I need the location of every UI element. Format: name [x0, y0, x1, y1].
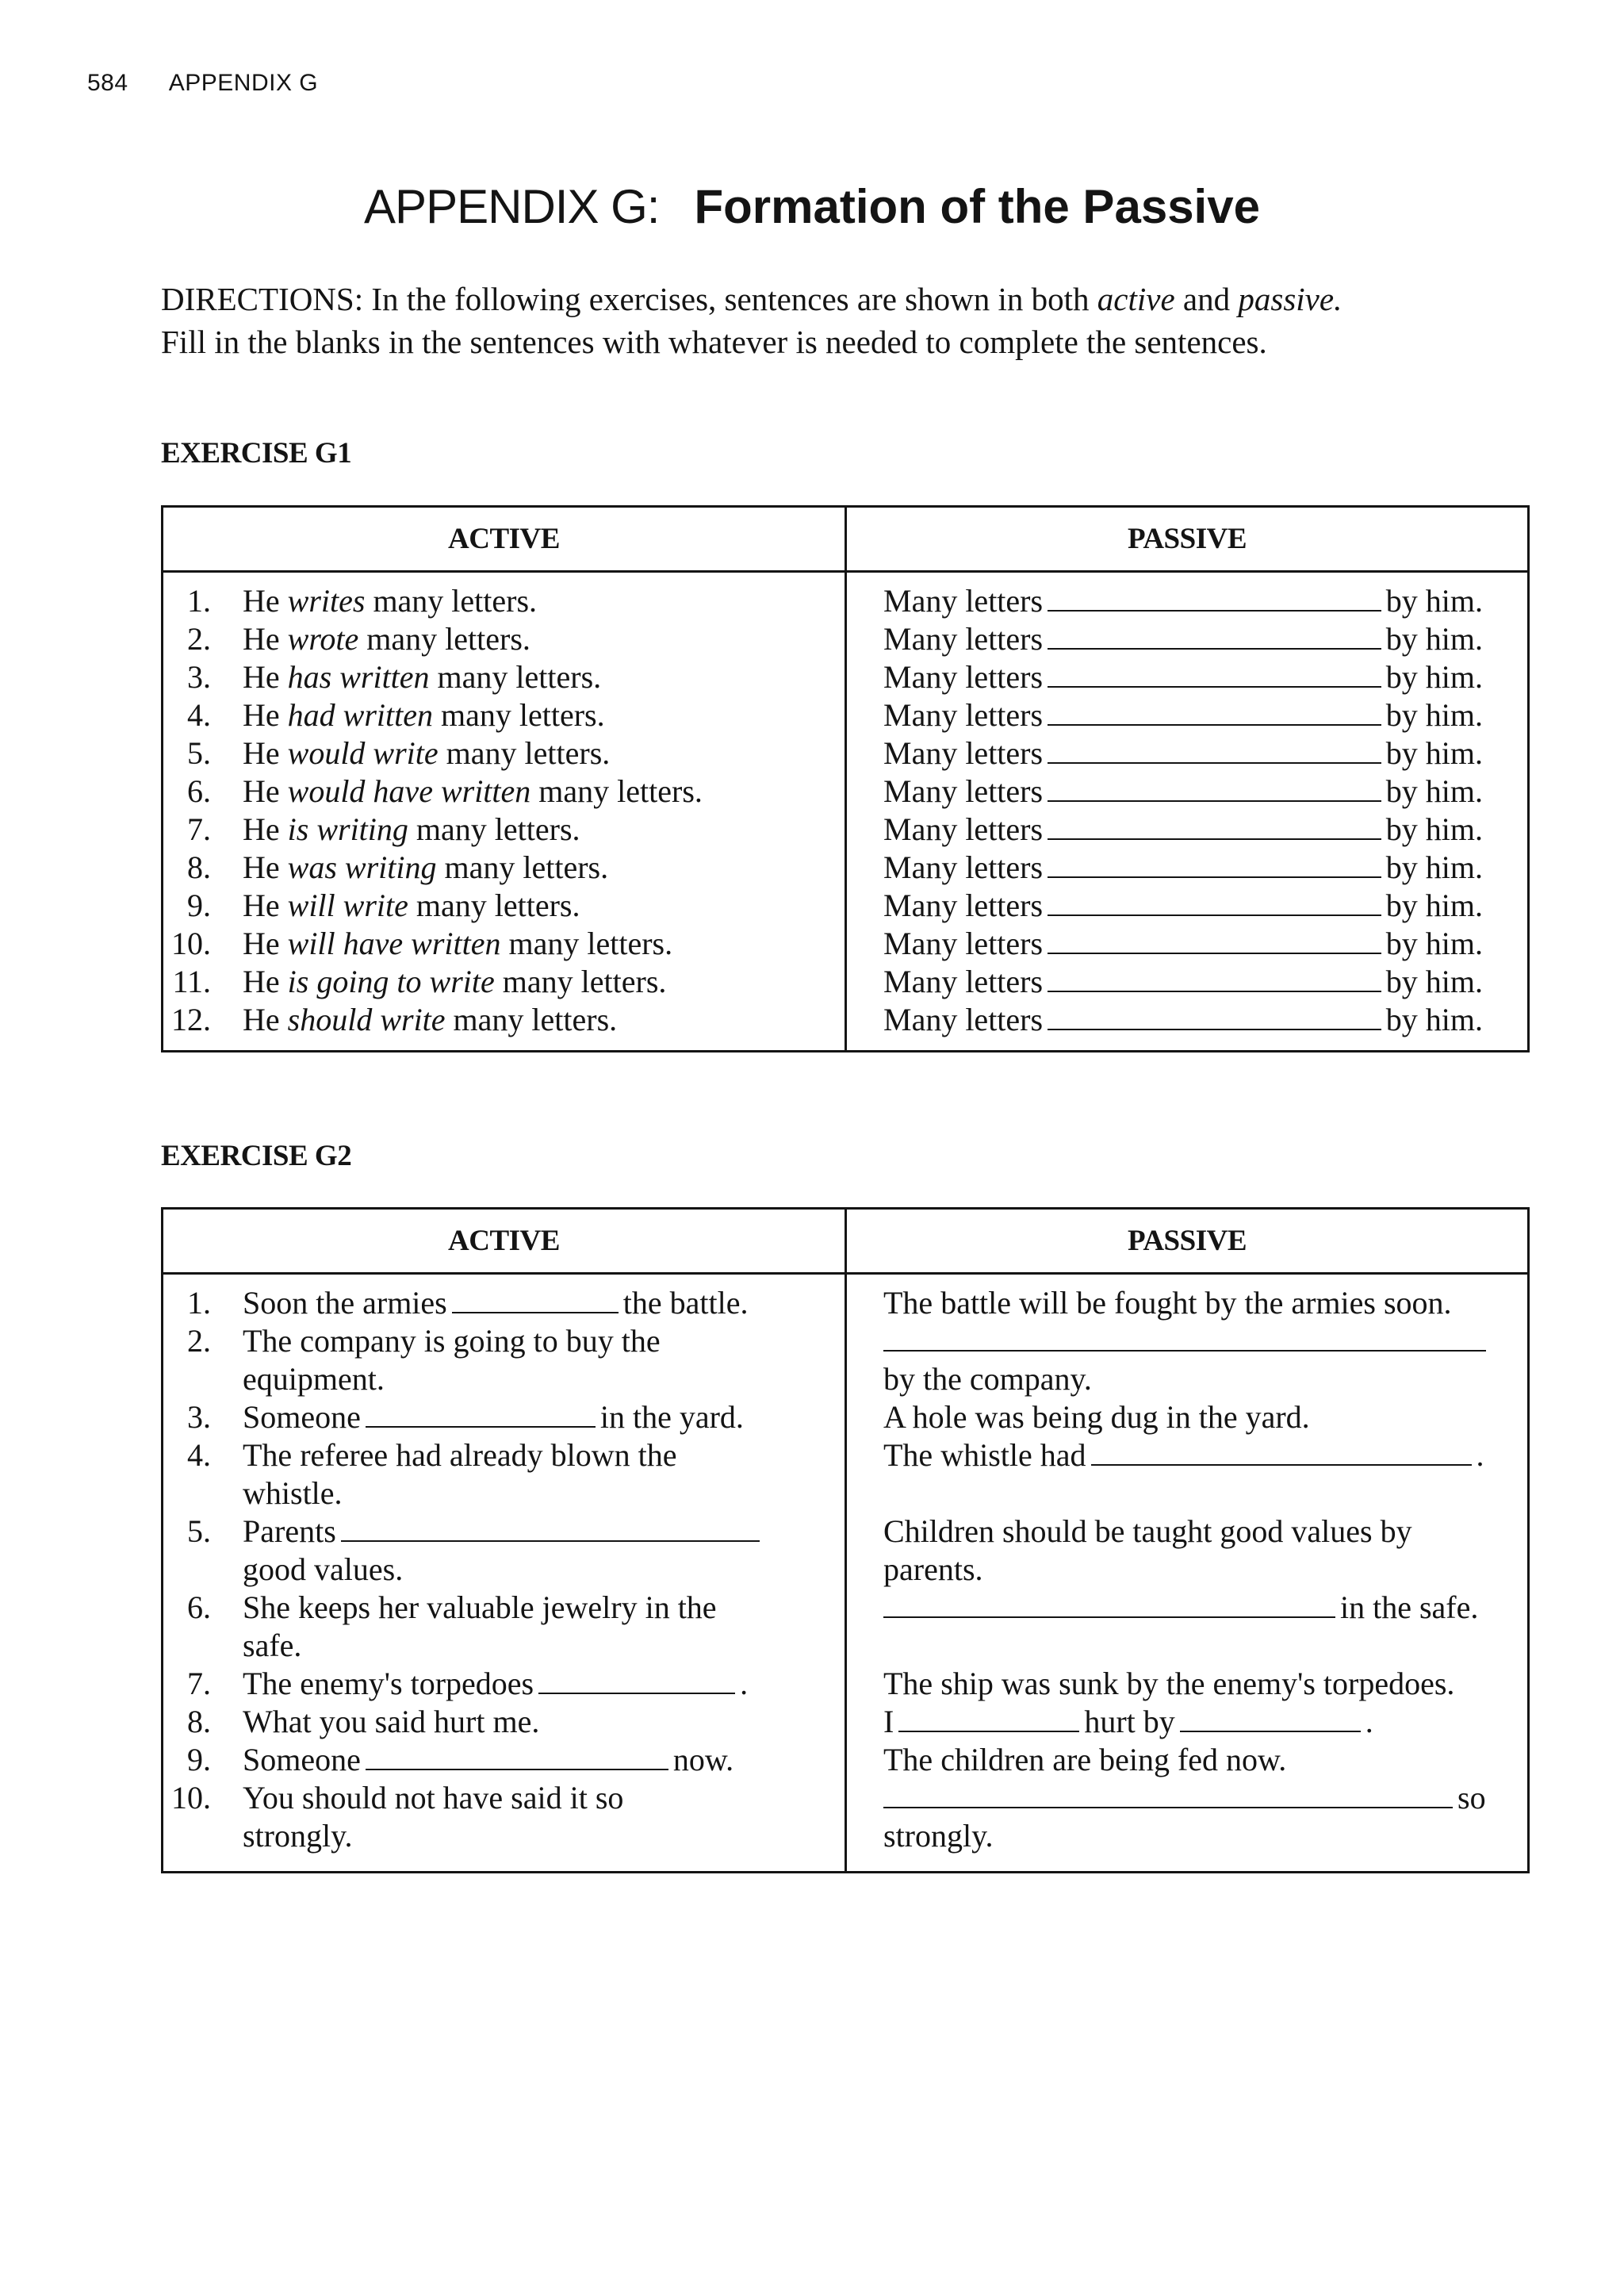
row-number: 10.: [171, 1780, 211, 1815]
answer-blank[interactable]: [538, 1669, 735, 1694]
row-number: 3.: [187, 659, 211, 695]
sentence-text: You should not have said it so strongly.: [243, 1780, 624, 1854]
answer-blank[interactable]: [452, 1288, 619, 1313]
sentence-text: He should write many letters.: [243, 1002, 618, 1037]
sentence-text: He will write many letters.: [243, 888, 580, 923]
sentence-row: [163, 849, 845, 887]
sentence-row: [163, 734, 845, 773]
answer-blank[interactable]: [1048, 700, 1381, 726]
answer-blank[interactable]: [1048, 586, 1381, 612]
passive-spacer: [847, 1627, 1527, 1665]
row-number: 4.: [187, 697, 211, 733]
directions-line-1: [161, 278, 1557, 320]
column-header-passive: PASSIVE: [1127, 523, 1247, 555]
table-header: [163, 508, 1527, 573]
passive-sentence: [847, 1322, 1527, 1360]
sentence-row: [163, 1001, 845, 1039]
passive-sentence: Many letters by him.: [883, 1002, 1483, 1037]
sentence-row: [163, 1703, 845, 1741]
passive-sentence: Many letters by him.: [883, 735, 1483, 771]
row-number: 12.: [171, 1002, 211, 1037]
sentence-text: She keeps her valuable jewelry in the safe.: [243, 1589, 717, 1663]
sentence-row: [163, 1665, 845, 1703]
sentence-row: [163, 1779, 845, 1855]
answer-blank[interactable]: [883, 1783, 1453, 1808]
passive-sentence: The ship was sunk by the enemy's torpedoes.: [883, 1666, 1455, 1701]
passive-sentence: Many letters by him.: [883, 811, 1483, 847]
answer-blank[interactable]: [1048, 929, 1381, 954]
verb-form: is writing: [287, 811, 408, 847]
sentence-text: What you said hurt me.: [243, 1704, 540, 1739]
sentence-row: [163, 1436, 845, 1513]
running-section-title: APPENDIX G: [168, 70, 319, 96]
sentence-text: Parents good values.: [243, 1513, 845, 1589]
sentence-row: [163, 1741, 845, 1779]
sentence-row: [163, 582, 845, 620]
passive-sentence: Many letters by him.: [883, 888, 1483, 923]
row-number: 7.: [187, 1666, 211, 1701]
active-column: [163, 1275, 847, 1871]
table-header: [163, 1210, 1527, 1275]
sentence-text: He was writing many letters.: [243, 849, 609, 885]
passive-sentence: Many letters by him.: [883, 621, 1483, 657]
sentence-row: [163, 1589, 845, 1665]
sentence-text: He writes many letters.: [243, 583, 538, 619]
answer-blank[interactable]: [1180, 1707, 1361, 1732]
row-number: 11.: [172, 964, 211, 999]
exercise-g2-table: [161, 1207, 1530, 1873]
answer-blank[interactable]: [1048, 662, 1381, 688]
passive-sentence: Many letters by him.: [883, 773, 1483, 809]
answer-blank[interactable]: [341, 1516, 760, 1542]
directions-active-word: active: [1097, 281, 1175, 317]
active-column: [163, 573, 847, 1050]
passive-sentence: The whistle had .: [883, 1437, 1484, 1473]
passive-sentence: parents.: [883, 1551, 983, 1587]
sentence-row: [163, 887, 845, 925]
row-number: 4.: [187, 1437, 211, 1473]
table-body: [163, 573, 1527, 1050]
passive-sentence: Many letters by him.: [883, 849, 1483, 885]
verb-form: will write: [287, 888, 408, 923]
sentence-text: Someone now.: [243, 1742, 734, 1777]
answer-blank[interactable]: [1048, 738, 1381, 764]
sentence-row: [163, 811, 845, 849]
directions-passive-word: passive.: [1238, 281, 1342, 317]
verb-form: would write: [287, 735, 439, 771]
verb-form: had written: [287, 697, 433, 733]
sentence-text: The enemy's torpedoes .: [243, 1666, 749, 1701]
verb-form: is going to write: [287, 964, 495, 999]
directions-text: and: [1174, 281, 1239, 317]
page-title: [0, 179, 1624, 234]
row-number: 2.: [187, 1323, 211, 1359]
sentence-row: [163, 620, 845, 658]
sentence-text: The referee had already blown the whistle.: [243, 1437, 677, 1511]
title-prefix: APPENDIX G:: [364, 180, 660, 233]
passive-sentence: I hurt by .: [883, 1704, 1373, 1739]
sentence-text: He would write many letters.: [243, 735, 611, 771]
sentence-row: [163, 658, 845, 696]
passive-sentence: strongly.: [883, 1818, 994, 1854]
answer-blank[interactable]: [366, 1402, 596, 1428]
verb-form: was writing: [287, 849, 437, 885]
verb-form: would have written: [287, 773, 531, 809]
passive-spacer: [847, 1474, 1527, 1513]
directions-text: DIRECTIONS: In the following exercises, sentences are shown in both: [161, 281, 1097, 317]
sentence-row: [163, 1284, 845, 1322]
passive-sentence: Children should be taught good values by: [883, 1513, 1412, 1549]
answer-blank[interactable]: [898, 1707, 1079, 1732]
exercise-g1-title: EXERCISE G1: [161, 437, 352, 470]
sentence-row: [163, 1513, 845, 1589]
row-number: 3.: [187, 1399, 211, 1435]
answer-blank[interactable]: [1048, 853, 1381, 878]
row-number: 8.: [187, 1704, 211, 1739]
row-number: 9.: [187, 1742, 211, 1777]
passive-sentence: Many letters by him.: [883, 964, 1483, 999]
running-header: [87, 70, 318, 97]
sentence-text: He would have written many letters.: [243, 773, 703, 809]
directions: [161, 278, 1557, 363]
passive-sentence: by the company.: [883, 1361, 1092, 1397]
verb-form: writes: [287, 583, 366, 619]
passive-sentence: in the safe.: [847, 1589, 1527, 1627]
exercise-g1-table: [161, 505, 1530, 1052]
verb-form: should write: [287, 1002, 446, 1037]
passive-sentence: The battle will be fought by the armies soon.: [883, 1285, 1452, 1321]
answer-blank[interactable]: [1048, 891, 1381, 916]
sentence-text: He wrote many letters.: [243, 621, 530, 657]
passive-sentence: The children are being fed now.: [883, 1742, 1287, 1777]
row-number: 5.: [187, 1513, 211, 1549]
passive-column: [847, 1275, 1527, 1871]
answer-blank[interactable]: [1048, 967, 1381, 992]
sentence-row: [163, 963, 845, 1001]
answer-blank[interactable]: [366, 1745, 668, 1770]
row-number: 2.: [187, 621, 211, 657]
row-number: 9.: [187, 888, 211, 923]
directions-line-2: Fill in the blanks in the sentences with whatever is needed to complete the sentences.: [161, 324, 1267, 360]
passive-sentence: A hole was being dug in the yard.: [883, 1399, 1310, 1435]
sentence-text: He is writing many letters.: [243, 811, 580, 847]
sentence-text: He had written many letters.: [243, 697, 605, 733]
answer-blank[interactable]: [883, 1326, 1486, 1352]
answer-blank[interactable]: [1048, 624, 1381, 650]
answer-blank[interactable]: [883, 1593, 1335, 1618]
title-main: Formation of the Passive: [694, 180, 1260, 233]
passive-sentence: Many letters by him.: [883, 659, 1483, 695]
answer-blank[interactable]: [1091, 1440, 1472, 1466]
answer-blank[interactable]: [1048, 1005, 1381, 1030]
sentence-row: [163, 1398, 845, 1436]
row-number: 1.: [187, 1285, 211, 1321]
sentence-row: [163, 925, 845, 963]
row-number: 5.: [187, 735, 211, 771]
column-header-active: ACTIVE: [163, 1210, 847, 1272]
row-number: 1.: [187, 583, 211, 619]
sentence-text: He has written many letters.: [243, 659, 602, 695]
exercise-g2-title: EXERCISE G2: [161, 1140, 352, 1172]
row-number: 7.: [187, 811, 211, 847]
sentence-text: He is going to write many letters.: [243, 964, 667, 999]
column-header-active: ACTIVE: [163, 508, 847, 570]
passive-sentence: so: [847, 1779, 1527, 1817]
sentence-text: The company is going to buy the equipment.: [243, 1323, 661, 1397]
sentence-text: Someone in the yard.: [243, 1399, 744, 1435]
passive-column: [847, 573, 1527, 1050]
verb-form: wrote: [287, 621, 359, 657]
column-header-passive: PASSIVE: [1127, 1225, 1247, 1257]
table-body: [163, 1275, 1527, 1871]
passive-sentence: Many letters by him.: [883, 926, 1483, 961]
page-number: 584: [87, 70, 128, 96]
verb-form: will have written: [287, 926, 501, 961]
verb-form: has written: [287, 659, 430, 695]
row-number: 8.: [187, 849, 211, 885]
passive-sentence: Many letters by him.: [883, 583, 1483, 619]
answer-blank[interactable]: [1048, 776, 1381, 802]
sentence-row: [163, 1322, 845, 1398]
row-number: 6.: [187, 1589, 211, 1625]
sentence-row: [163, 696, 845, 734]
passive-sentence: Many letters by him.: [883, 697, 1483, 733]
sentence-text: Soon the armies the battle.: [243, 1285, 749, 1321]
sentence-text: He will have written many letters.: [243, 926, 673, 961]
row-number: 10.: [171, 926, 211, 961]
answer-blank[interactable]: [1048, 815, 1381, 840]
row-number: 6.: [187, 773, 211, 809]
sentence-row: [163, 773, 845, 811]
